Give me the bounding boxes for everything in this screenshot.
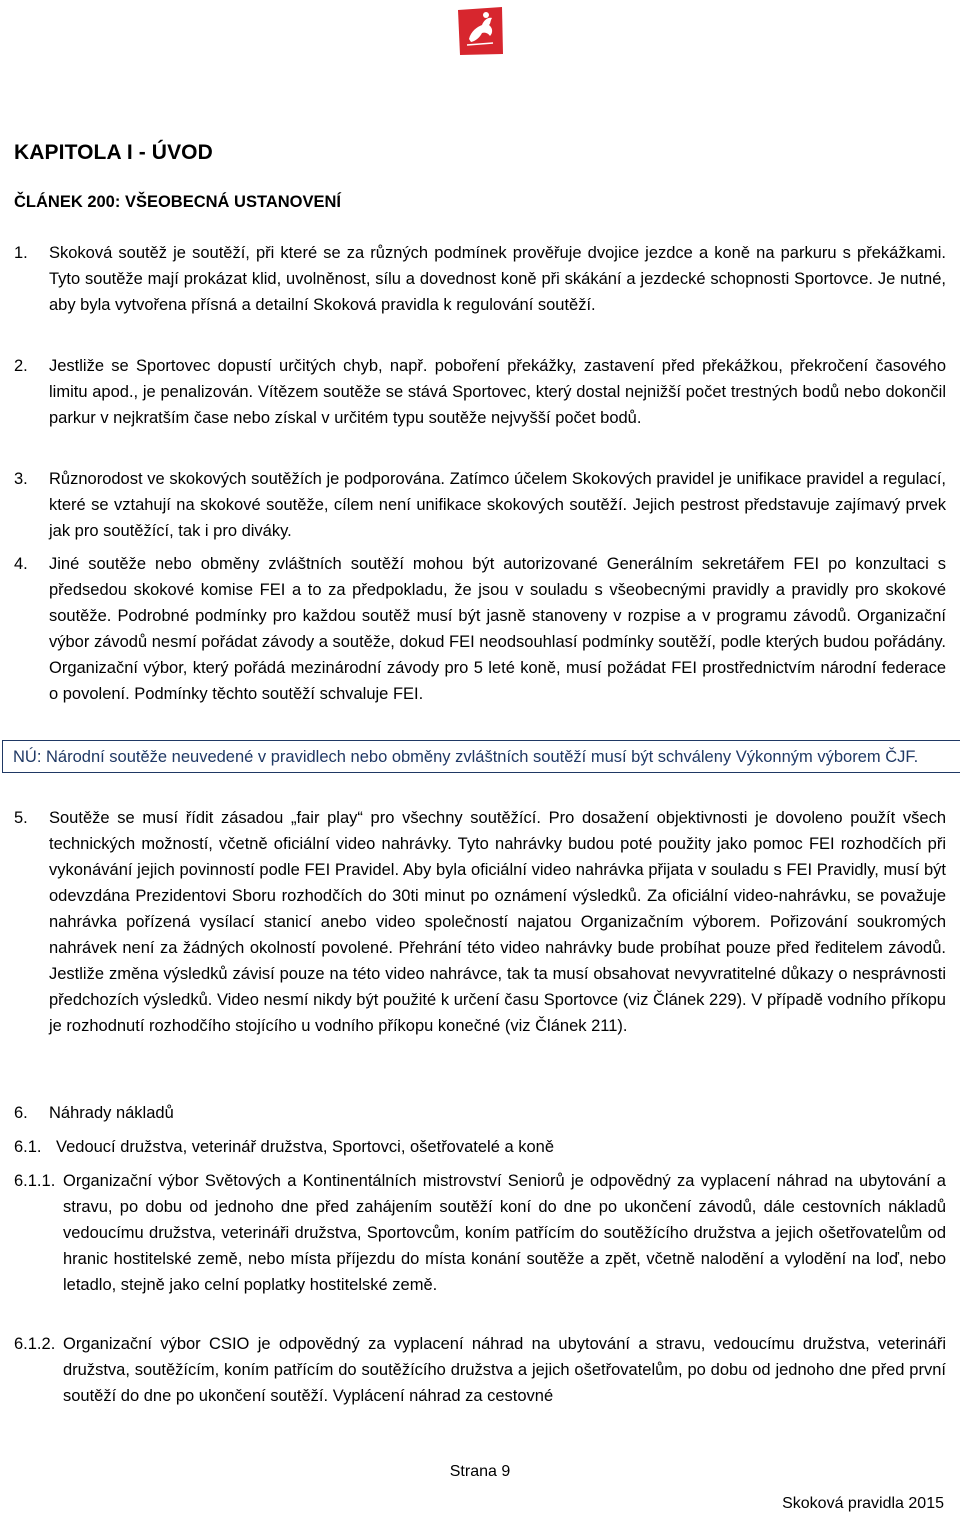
item-text: Organizační výbor Světových a Kontinentálních mistrovství Seniorů je odpovědný za vyplacení náhrad na ubytování a stravu, po dobu od jednoho dne před zahájením soutěží koní do dne po ukončení závodů, dále cestovních nákladů vedoucímu družstva, veterináři družstva, Sportovcům, koním patřícím do soutěžícího družstva a jejich ošetřovatelům od hranic hostitelské země, nebo místa příjezdu do místa konání soutěže a zpět, včetně nalodění a vylodění na loď, nebo letadlo, stejně jako celní poplatky hostitelské země. bbox=[63, 1172, 946, 1294]
list-item bbox=[14, 353, 946, 431]
list-item bbox=[14, 1331, 946, 1409]
item-number: 2. bbox=[14, 357, 28, 375]
federation-logo bbox=[455, 5, 505, 57]
item-number: 4. bbox=[14, 555, 28, 573]
national-rule-note: NÚ: Národní soutěže neuvedené v pravidlech nebo obměny zvláštních soutěží musí být schváleny Výkonným výborem ČJF. bbox=[2, 740, 960, 773]
list-item bbox=[14, 1100, 946, 1126]
item-number: 5. bbox=[14, 809, 28, 827]
item-number: 6.1.2. bbox=[14, 1335, 56, 1353]
item-text: Skoková soutěž je soutěží, při které se za různých podmínek prověřuje dvojice jezdce a koně na parkuru s překážkami. Tyto soutěže mají prokázat klid, uvolněnost, sílu a dovednost koně při skákání a jezdecké schopnosti Sportovce. Je nutné, aby byla vytvořena přísná a detailní Skoková pravidla k regulování soutěží. bbox=[49, 244, 946, 314]
item-number: 6.1.1. bbox=[14, 1172, 56, 1190]
item-number: 6. bbox=[14, 1104, 28, 1122]
item-number: 3. bbox=[14, 470, 28, 488]
article-title: ČLÁNEK 200: VŠEOBECNÁ USTANOVENÍ bbox=[14, 193, 341, 211]
list-item bbox=[14, 240, 946, 318]
list-item bbox=[14, 1134, 946, 1160]
item-text: Jiné soutěže nebo obměny zvláštních soutěží mohou být autorizované Generálním sekretářem FEI po konzultaci s předsedou skokové komise FEI a to za předpokladu, že jsou v souladu s všeobecnými pravidly a pravidly pro skokové soutěže. Podrobné podmínky pro každou soutěž musí být jasně stanoveny v rozpise a v programu závodů. Organizační výbor závodů nesmí pořádat závody a soutěže, dokud FEI neodsouhlasí podmínky soutěží, podle kterých budou pořádány. Organizační výbor, který pořádá mezinárodní závody pro 5 leté koně, musí požádat FEI prostřednictvím národní federace o povolení. Podmínky těchto soutěží schvaluje FEI. bbox=[49, 555, 946, 703]
item-text: Organizační výbor CSIO je odpovědný za vyplacení náhrad na ubytování a stravu, vedoucímu družstva, veterináři družstva, soutěžícím, koním patřícím do soutěžícího družstva a jejich ošetřovatelům, po dobu od jednoho dne před první soutěží do dne po ukončení soutěží. Vyplácení náhrad za cestovné bbox=[63, 1335, 946, 1405]
item-text: Vedoucí družstva, veterinář družstva, Sportovci, ošetřovatelé a koně bbox=[56, 1138, 555, 1156]
list-item bbox=[14, 551, 946, 707]
list-item bbox=[14, 1168, 946, 1298]
horse-rider-logo-icon bbox=[455, 5, 505, 57]
item-text: Jestliže se Sportovec dopustí určitých chyb, např. poboření překážky, zastavení před překážkou, překročení časového limitu apod., je penalizován. Vítězem soutěže se stává Sportovec, který dostal nejnižší počet trestných bodů nebo dokončil parkur v nejkratším čase nebo získal v určitém typu soutěže nejvyšší počet bodů. bbox=[49, 357, 946, 427]
item-text: Soutěže se musí řídit zásadou „fair play“ pro všechny soutěžící. Pro dosažení objektivnosti je dovoleno použít všech technických možností, včetně oficiální video nahrávky. Tyto nahrávky budou poté použity jako pomoc FEI rozhodčích při vykonávání jejich povinností podle FEI Pravidel. Aby byla oficiální video nahrávka přijata v souladu s FEI Pravidly, musí být odevzdána Prezidentovi Sboru rozhodčích do 30ti minut po oznámení výsledků. Za oficiální video-nahrávku, se považuje nahrávka pořízená vysílací stanicí anebo video společností najatou Organizačním výborem. Pořizování soukromých nahrávek není za žádných okolností povolené. Přehrání této video nahrávky bude probíhat pouze před ředitelem závodů. Jestliže změna výsledků závisí pouze na této video nahrávce, tak ta musí obsahovat nevyvratitelné důkazy o nesprávnosti předchozích výsledků. Video nesmí nikdy být použité k určení času Sportovce (viz Článek 229). V případě vodního příkopu je rozhodnutí rozhodčího stojícího u vodního příkopu konečné (viz Článek 211). bbox=[49, 809, 946, 1035]
item-text: Různorodost ve skokových soutěžích je podporována. Zatímco účelem Skokových pravidel je unifikace pravidel a regulací, které se vztahují na skokové soutěže, cílem není unifikace skokových soutěží. Jejich pestrost představuje zajímavý prvek jak pro soutěžící, tak i pro diváky. bbox=[49, 470, 946, 540]
chapter-title: KAPITOLA I - ÚVOD bbox=[14, 141, 213, 164]
list-item bbox=[14, 805, 946, 1039]
item-number: 6.1. bbox=[14, 1138, 42, 1156]
item-number: 1. bbox=[14, 244, 28, 262]
list-item bbox=[14, 466, 946, 544]
page-number: Strana 9 bbox=[449, 1463, 511, 1480]
document-name: Skoková pravidla 2015 bbox=[782, 1495, 944, 1512]
item-text: Náhrady nákladů bbox=[49, 1104, 174, 1122]
